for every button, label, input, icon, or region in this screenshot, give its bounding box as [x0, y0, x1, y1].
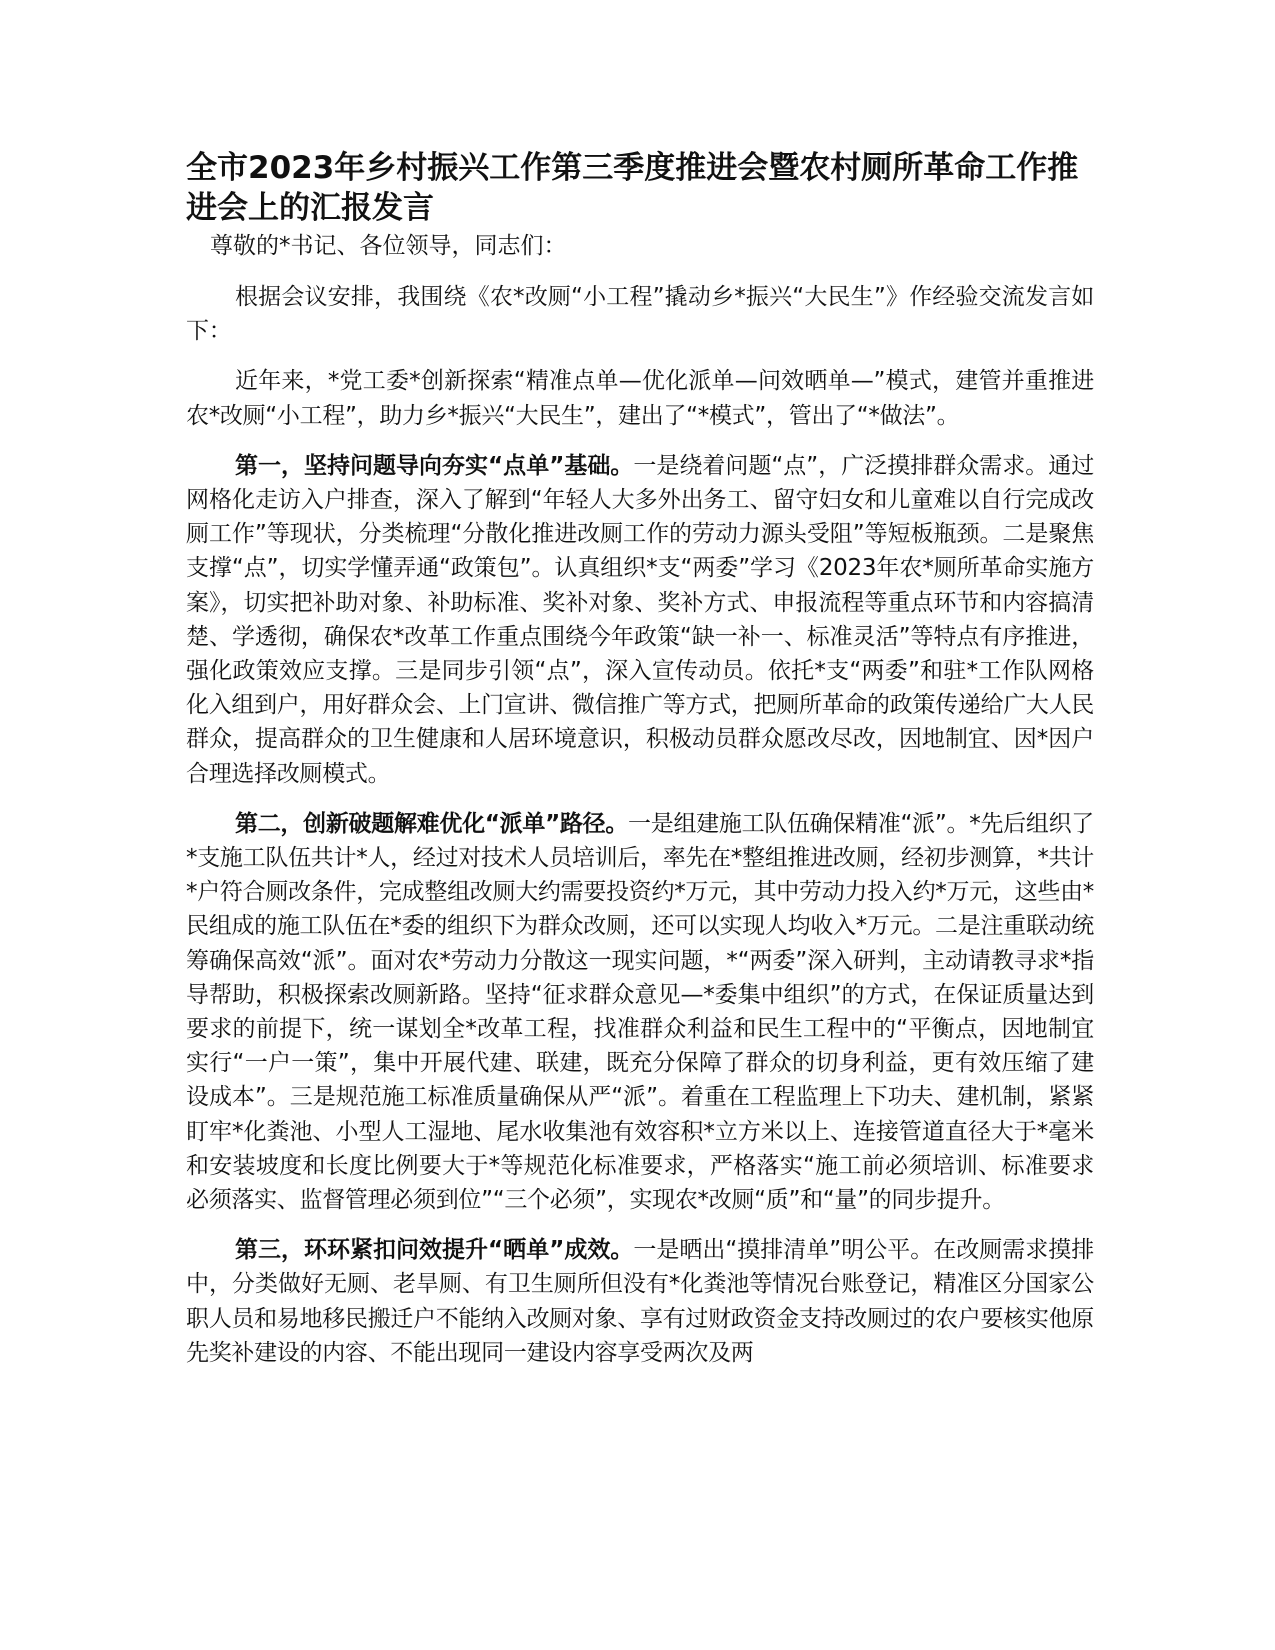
paragraph-2-text: 近年来，*党工委*创新探索“精准点单—优化派单—问效晒单—”模式，建管并重推进农*改厕“小工程”，助力乡*振兴“大民生”，建出了“*模式”，管出了“*做法”。 [186, 368, 1094, 429]
paragraph-2 [186, 364, 1094, 432]
paragraph-3 [186, 449, 1094, 791]
paragraph-5 [186, 1233, 1094, 1370]
paragraph-5-heading: 第三，环环紧扣问效提升“晒单”成效。 [235, 1237, 634, 1264]
paragraph-3-text: 一是绕着问题“点”，广泛摸排群众需求。通过网格化走访入户排查，深入了解到“年轻人大多外出务工、留守妇女和儿童难以自行完成改厕工作”等现状，分类梳理“分散化推进改厕工作的劳动力源头受阻”等短板瓶颈。二是聚焦支撑“点”，切实学懂弄通“政策包”。认真组织*支“两委”学习《2023年农*厕所革命实施方案》，切实把补助对象、补助标准、奖补对象、奖补方式、申报流程等重点环节和内容搞清楚、学透彻，确保农*改革工作重点围绕今年政策“缺一补一、标准灵活”等特点有序推进，强化政策效应支撑。三是同步引领“点”，深入宣传动员。依托*支“两委”和驻*工作队网格化入组到户，用好群众会、上门宣讲、微信推广等方式，把厕所革命的政策传递给广大人民群众，提高群众的卫生健康和人居环境意识，积极动员群众愿改尽改，因地制宜、因*因户合理选择改厕模式。 [186, 452, 1095, 787]
paragraph-4-heading: 第二，创新破题解难优化“派单”路径。 [235, 810, 629, 837]
greeting: 尊敬的*书记、各位领导，同志们： [210, 233, 567, 259]
paragraph-3-heading: 第一，坚持问题导向夯实“点单”基础。 [235, 452, 634, 479]
paragraph-1-text: 根据会议安排，我围绕《农*改厕“小工程”撬动乡*振兴“大民生”》作经验交流发言如下： [186, 284, 1094, 345]
paragraph-4-text: 一是组建施工队伍确保精准“派”。*先后组织了*支施工队伍共计*人，经过对技术人员培训后，率先在*整组推进改厕，经初步测算，*共计*户符合厕改条件，完成整组改厕大约需要投资约*万元，其中劳动力投入约*万元，这些由*民组成的施工队伍在*委的组织下为群众改厕，还可以实现人均收入*万元。二是注重联动统筹确保高效“派”。面对农*劳动力分散这一现实问题，*“两委”深入研判，主动请教寻求*指导帮助，积极探索改厕新路。坚持“征求群众意见—*委集中组织”的方式，在保证质量达到要求的前提下，统一谋划全*改革工程，找准群众利益和民生工程中的“平衡点，因地制宜实行“一户一策”，集中开展代建、联建，既充分保障了群众的切身利益，更有效压缩了建设成本”。三是规范施工标准质量确保从严“派”。着重在工程监理上下功夫、建机制，紧紧盯牢*化粪池、小型人工湿地、尾水收集池有效容积*立方米以上、连接管道直径大于*毫米和安装坡度和长度比例要大于*等规范化标准要求，严格落实“施工前必须培训、标准要求必须落实、监督管理必须到位”“三个必须”，实现农*改厕“质”和“量”的同步提升。 [186, 810, 1094, 1214]
paragraph-1 [186, 280, 1094, 348]
paragraph-4 [186, 807, 1094, 1217]
document-page [186, 148, 1094, 1370]
paragraph-5-text: 一是晒出“摸排清单”明公平。在改厕需求摸排中，分类做好无厕、老旱厕、有卫生厕所但没有*化粪池等情况台账登记，精准区分国家公职人员和易地移民搬迁户不能纳入改厕对象、享有过财政资金支持改厕过的农户要核实他原先奖补建设的内容、不能出现同一建设内容享受两次及两 [186, 1237, 1095, 1366]
document-title: 全市2023年乡村振兴工作第三季度推进会暨农村厕所革命工作推进会上的汇报发言 [186, 150, 1079, 226]
